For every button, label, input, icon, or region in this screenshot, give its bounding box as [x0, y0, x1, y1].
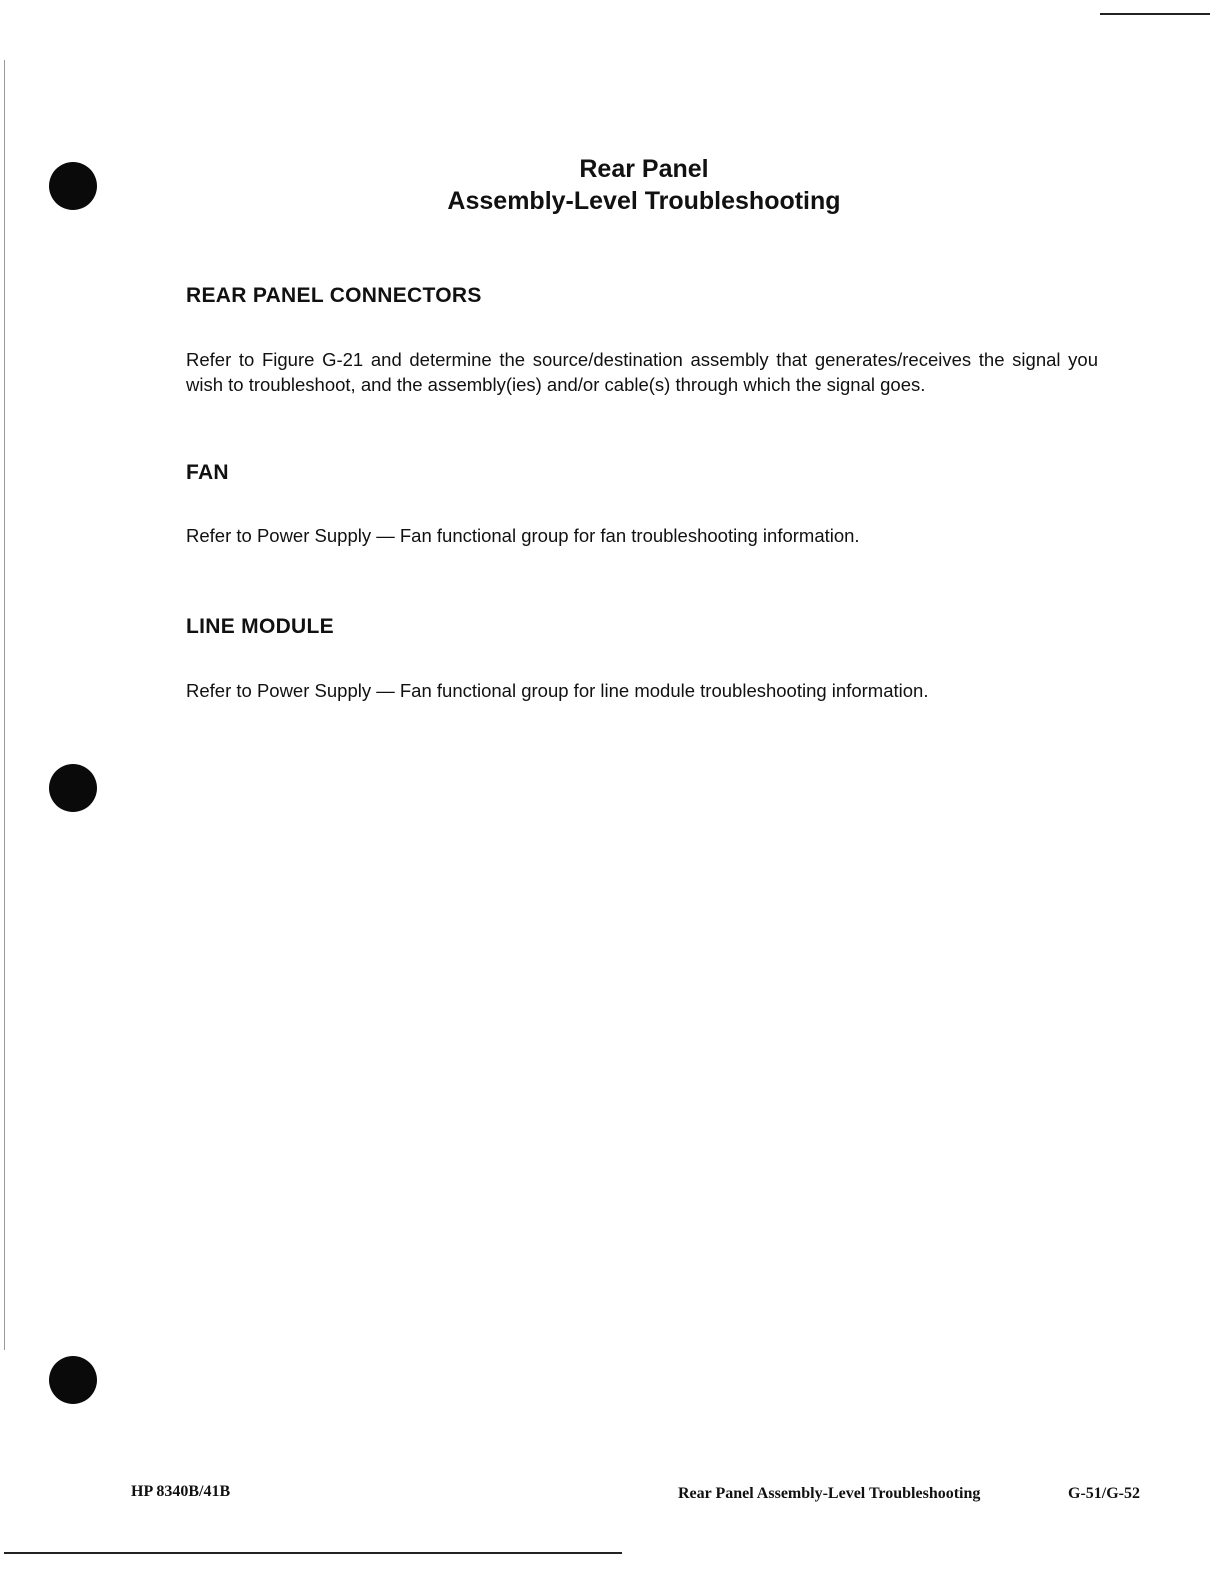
bottom-rule	[4, 1552, 622, 1554]
footer-chapter: Rear Panel Assembly-Level Troubleshooting	[678, 1485, 981, 1502]
footer-page-number: G-51/G-52	[1068, 1485, 1140, 1502]
page-title-line1: Rear Panel	[579, 155, 709, 183]
section-body-line-module: Refer to Power Supply — Fan functional group for line module troubleshooting information.	[186, 680, 929, 701]
section-heading-line-module: LINE MODULE	[186, 615, 334, 638]
binder-hole-bottom	[49, 1356, 97, 1404]
section-heading-rear-panel-connectors: REAR PANEL CONNECTORS	[186, 284, 482, 307]
section-body-rear-panel-connectors: Refer to Figure G-21 and determine the source/destination assembly that generates/receives the signal you wish to troubleshoot, and the assembly(ies) and/or cable(s) through which the signal goes.	[186, 349, 1098, 395]
binder-hole-middle	[49, 764, 97, 812]
page-edge	[4, 60, 5, 1350]
top-rule	[1100, 13, 1210, 15]
page-title	[0, 153, 1229, 217]
footer-model: HP 8340B/41B	[131, 1483, 231, 1500]
page-title-line2: Assembly-Level Troubleshooting	[447, 187, 841, 215]
section-heading-fan: FAN	[186, 461, 229, 484]
section-body-fan: Refer to Power Supply — Fan functional group for fan troubleshooting information.	[186, 525, 860, 546]
